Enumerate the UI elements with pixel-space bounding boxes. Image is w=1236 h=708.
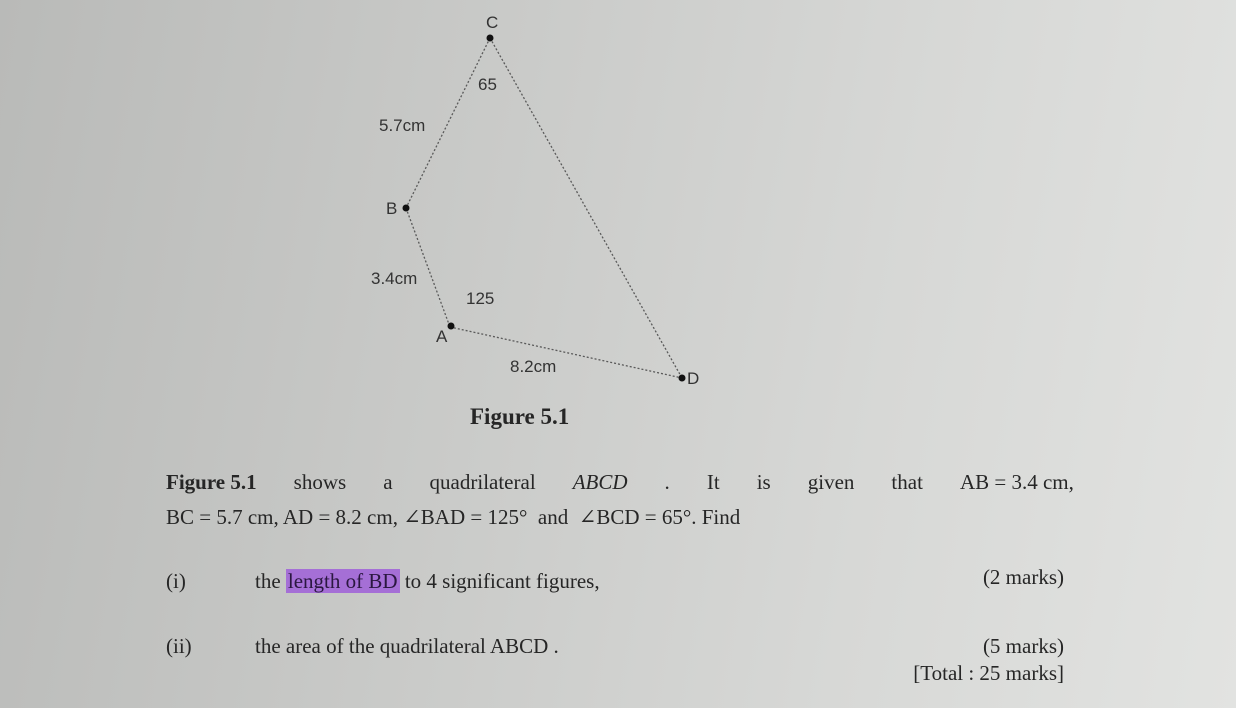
word: .: [664, 470, 670, 494]
angle-a-label: 125: [466, 289, 495, 308]
total-marks: [Total : 25 marks]: [913, 661, 1064, 685]
item-ii-number: (ii): [166, 634, 192, 658]
side-ab: [406, 208, 450, 327]
side-bc-label: 5.7cm: [379, 116, 426, 135]
word: It: [706, 470, 720, 494]
given-ab: AB = 3.4 cm,: [959, 470, 1074, 494]
vertex-d-dot: [679, 375, 686, 382]
word: is: [756, 470, 771, 494]
figure-caption: Figure 5.1: [470, 404, 570, 429]
vertex-a-dot: [448, 323, 455, 330]
question-line-1: [166, 470, 1074, 495]
angle-c-label: 65: [478, 75, 497, 94]
given-angle-bad: ∠BAD = 125°: [403, 505, 528, 529]
item-i-pre: the: [255, 569, 281, 593]
given-angle-bcd: ∠BCD = 65°: [578, 505, 692, 529]
side-cd: [490, 38, 682, 378]
item-ii-text: the area of the quadrilateral ABCD .: [255, 634, 559, 658]
side-ad: [450, 327, 682, 378]
item-i-text: [255, 569, 600, 594]
side-ad-label: 8.2cm: [510, 357, 557, 376]
vertex-c-label: C: [486, 13, 499, 32]
given-bc: BC = 5.7 cm,: [166, 505, 279, 529]
word: given: [807, 470, 855, 494]
word-and: and: [537, 505, 569, 529]
vertex-c-dot: [487, 35, 494, 42]
vertex-b-dot: [403, 205, 410, 212]
word: shows: [293, 470, 347, 494]
question-line-2: [166, 505, 740, 530]
highlighted-text: length of BD: [287, 569, 398, 593]
vertex-d-label: D: [687, 369, 700, 388]
math-abcd: ABCD: [572, 470, 628, 494]
word: that: [891, 470, 923, 494]
side-ab-label: 3.4cm: [371, 269, 418, 288]
given-ad: AD = 8.2 cm,: [282, 505, 398, 529]
figure-reference: Figure 5.1: [166, 470, 257, 494]
item-i-post: to 4 significant figures,: [404, 569, 600, 593]
vertex-a-label: A: [436, 327, 448, 346]
word: quadrilateral: [429, 470, 536, 494]
item-i-number: (i): [166, 569, 186, 593]
item-ii-marks: (5 marks): [982, 634, 1064, 658]
item-i-marks: (2 marks): [982, 565, 1064, 589]
word: a: [383, 470, 393, 494]
word-find: . Find: [691, 505, 741, 529]
vertex-b-label: B: [386, 199, 398, 218]
